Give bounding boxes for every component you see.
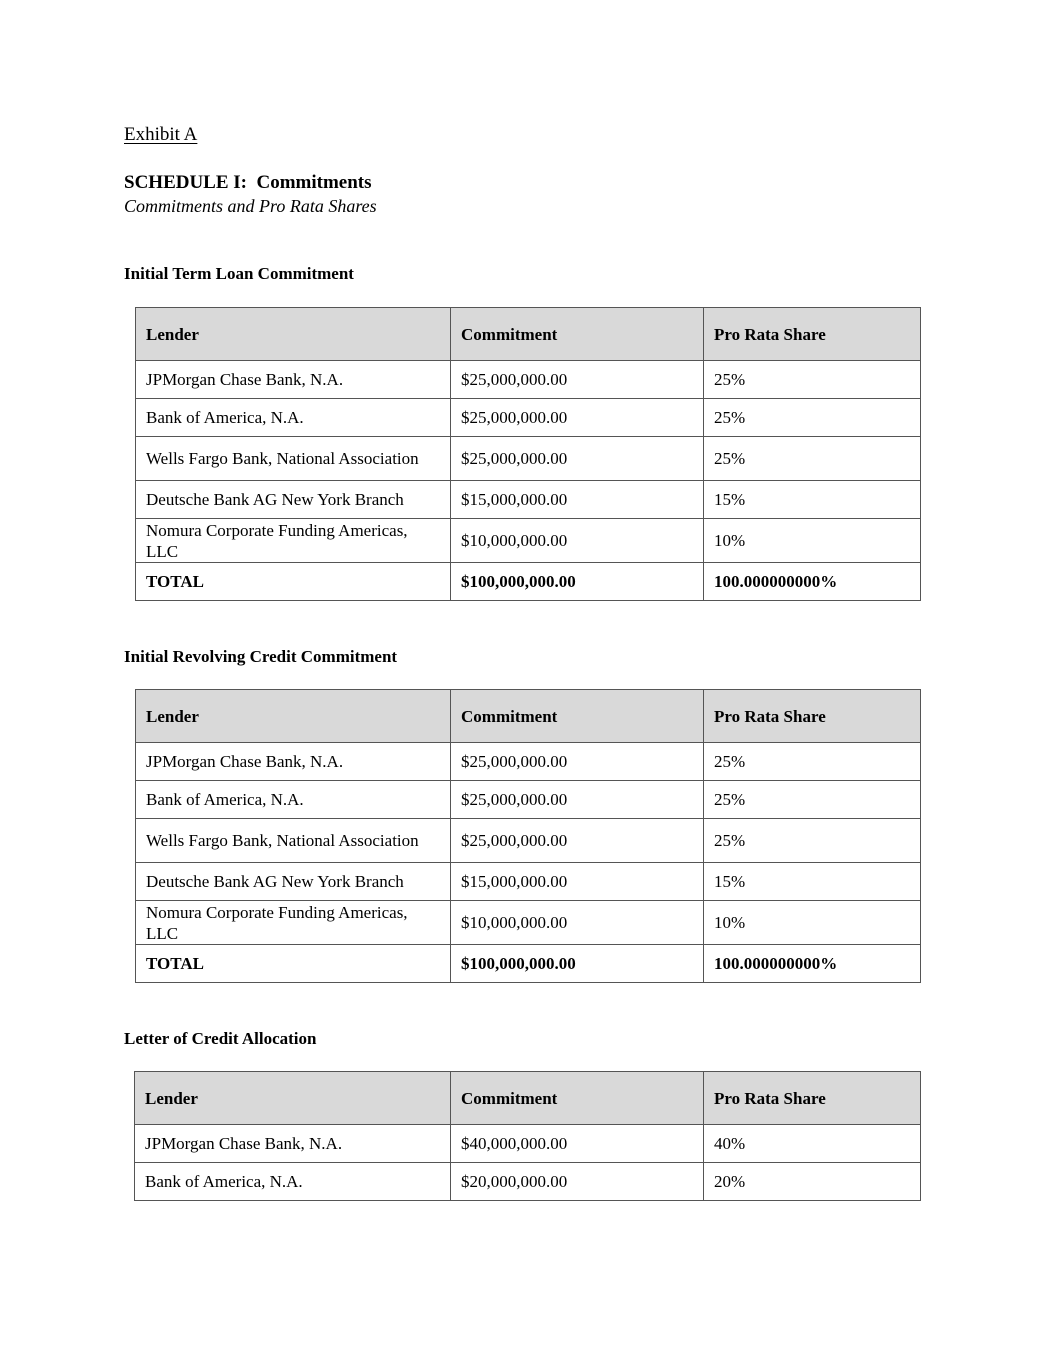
lender-cell: Bank of America, N.A. <box>136 781 451 819</box>
total-share: 100.000000000% <box>704 563 921 601</box>
total-label: TOTAL <box>136 945 451 983</box>
total-share: 100.000000000% <box>704 945 921 983</box>
table-row <box>135 1163 921 1201</box>
exhibit-label: Exhibit A <box>124 124 198 145</box>
column-header-lender: Lender <box>136 308 451 361</box>
lender-cell: Bank of America, N.A. <box>136 399 451 437</box>
schedule-subtitle: Commitments and Pro Rata Shares <box>124 196 377 216</box>
lender-cell: JPMorgan Chase Bank, N.A. <box>136 743 451 781</box>
table-row <box>136 863 921 901</box>
table-row <box>136 481 921 519</box>
commitment-cell: $40,000,000.00 <box>451 1125 704 1163</box>
share-cell: 20% <box>704 1163 921 1201</box>
commitment-cell: $10,000,000.00 <box>451 901 704 945</box>
commitment-cell: $25,000,000.00 <box>451 819 704 863</box>
commitment-cell: $25,000,000.00 <box>451 437 704 481</box>
share-cell: 25% <box>704 781 921 819</box>
share-cell: 25% <box>704 361 921 399</box>
commitment-cell: $25,000,000.00 <box>451 361 704 399</box>
share-cell: 10% <box>704 519 921 563</box>
share-cell: 15% <box>704 863 921 901</box>
table-row <box>136 743 921 781</box>
table-row <box>135 1125 921 1163</box>
total-commitment: $100,000,000.00 <box>451 563 704 601</box>
table-row <box>136 399 921 437</box>
commitment-cell: $15,000,000.00 <box>451 863 704 901</box>
lender-cell: Nomura Corporate Funding Americas, LLC <box>136 519 451 563</box>
commitment-cell: $15,000,000.00 <box>451 481 704 519</box>
lender-cell: JPMorgan Chase Bank, N.A. <box>136 361 451 399</box>
column-header-commitment: Commitment <box>451 1072 704 1125</box>
table-header-row <box>136 308 921 361</box>
column-header-commitment: Commitment <box>451 308 704 361</box>
commitment-cell: $25,000,000.00 <box>451 399 704 437</box>
column-header-commitment: Commitment <box>451 690 704 743</box>
section-heading-revolving-credit: Initial Revolving Credit Commitment <box>124 647 398 666</box>
lender-cell: Deutsche Bank AG New York Branch <box>136 863 451 901</box>
share-cell: 25% <box>704 399 921 437</box>
table-header-row <box>136 690 921 743</box>
table-row <box>136 519 921 563</box>
column-header-pro-rata-share: Pro Rata Share <box>704 690 921 743</box>
letter-of-credit-table <box>134 1071 921 1201</box>
lender-cell: Bank of America, N.A. <box>135 1163 451 1201</box>
lender-cell: Deutsche Bank AG New York Branch <box>136 481 451 519</box>
table-row <box>136 361 921 399</box>
column-header-pro-rata-share: Pro Rata Share <box>704 308 921 361</box>
total-row <box>136 945 921 983</box>
share-cell: 10% <box>704 901 921 945</box>
share-cell: 40% <box>704 1125 921 1163</box>
column-header-lender: Lender <box>136 690 451 743</box>
section-heading-letter-of-credit: Letter of Credit Allocation <box>124 1029 317 1048</box>
commitment-cell: $20,000,000.00 <box>451 1163 704 1201</box>
share-cell: 25% <box>704 743 921 781</box>
total-commitment: $100,000,000.00 <box>451 945 704 983</box>
schedule-title: SCHEDULE I: Commitments <box>124 172 372 193</box>
table-row <box>136 781 921 819</box>
commitment-cell: $25,000,000.00 <box>451 743 704 781</box>
total-row <box>136 563 921 601</box>
revolving-credit-table <box>135 689 921 983</box>
share-cell: 25% <box>704 819 921 863</box>
commitment-cell: $25,000,000.00 <box>451 781 704 819</box>
lender-cell: Wells Fargo Bank, National Association <box>136 437 451 481</box>
term-loan-table <box>135 307 921 601</box>
table-header-row <box>135 1072 921 1125</box>
lender-cell: Wells Fargo Bank, National Association <box>136 819 451 863</box>
total-label: TOTAL <box>136 563 451 601</box>
column-header-pro-rata-share: Pro Rata Share <box>704 1072 921 1125</box>
share-cell: 25% <box>704 437 921 481</box>
lender-cell: Nomura Corporate Funding Americas, LLC <box>136 901 451 945</box>
table-row <box>136 819 921 863</box>
table-row <box>136 901 921 945</box>
lender-cell: JPMorgan Chase Bank, N.A. <box>135 1125 451 1163</box>
table-row <box>136 437 921 481</box>
column-header-lender: Lender <box>135 1072 451 1125</box>
share-cell: 15% <box>704 481 921 519</box>
commitment-cell: $10,000,000.00 <box>451 519 704 563</box>
section-heading-term-loan: Initial Term Loan Commitment <box>124 264 354 283</box>
